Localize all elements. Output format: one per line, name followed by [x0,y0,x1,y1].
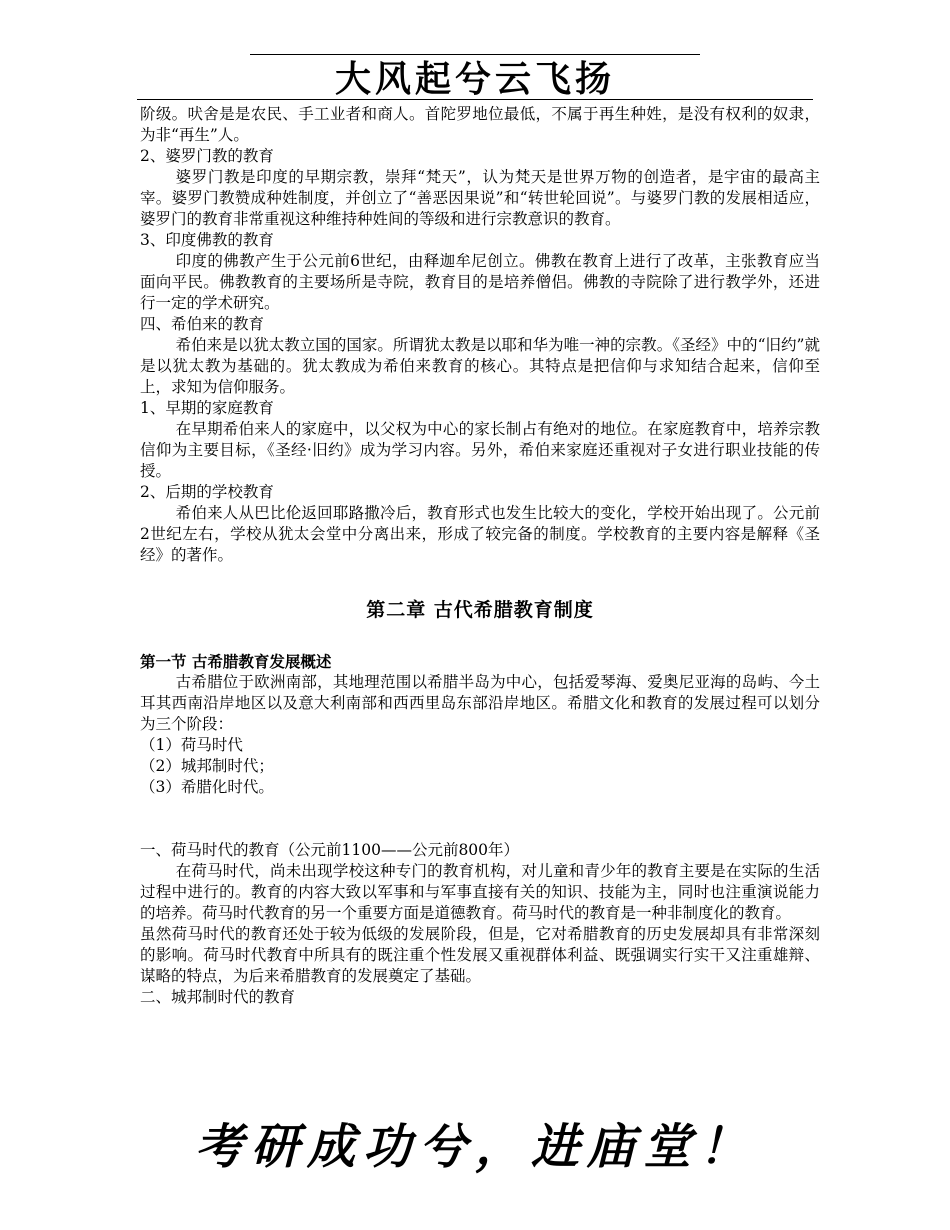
heading-family-education: 1、早期的家庭教育 [140,399,274,417]
paragraph-buddhism: 印度的佛教产生于公元前6世纪，由释迦牟尼创立。佛教在教育上进行了改革，主张教育应当面向平民。佛教教育的主要场所是寺院，教育目的是培养僧侣。佛教的寺院除了进行教学外，还进行一定的学术研究。 [140,252,820,312]
paragraph-greece-overview: 古希腊位于欧洲南部，其地理范围以希腊半岛为中心，包括爱琴海、爱奥尼亚海的岛屿、今土耳其西南沿岸地区以及意大利南部和西西里岛东部沿岸地区。希腊文化和教育的发展过程可以划分为三个阶段： [140,673,820,733]
paragraph-brahmanism: 婆罗门教是印度的早期宗教，崇拜“梵天”，认为梵天是世界万物的创造者，是宇宙的最高主宰。婆罗门教赞成种姓制度，并创立了“善恶因果说”和“转世轮回说”。与婆罗门教的发展相适应，婆罗门的教育非常重视这种维持种姓间的等级和进行宗教意识的教育。 [140,168,820,228]
chapter-title: 第二章 古代希腊教育制度 [366,599,594,621]
paragraph-hebrew: 希伯来是以犹太教立国的国家。所谓犹太教是以耶和华为唯一神的宗教。《圣经》中的“旧约”就是以犹太教为基础的。犹太教成为希伯来教育的核心。其特点是把信仰与求知结合起来，信仰至上，求知为信仰服务。 [140,336,820,396]
header-title: 大风起兮云飞扬 [334,58,615,100]
paragraph-caste: 阶级。吠舍是是农民、手工业者和商人。首陀罗地位最低，不属于再生种姓，是没有权利的奴隶，为非“再生”人。 [140,105,820,144]
document-body [140,104,820,1008]
heading-hebrew: 四、希伯来的教育 [140,315,265,333]
heading-brahmanism: 2、婆罗门教的教育 [140,147,274,165]
paragraph-school-education: 希伯来人从巴比伦返回耶路撒冷后，教育形式也发生比较大的变化，学校开始出现了。公元前2世纪左右，学校从犹太会堂中分离出来，形成了较完备的制度。学校教育的主要内容是解释《圣经》的著作。 [140,504,820,564]
paragraph-homeric-education-2: 虽然荷马时代的教育还处于较为低级的发展阶段，但是，它对希腊教育的历史发展却具有非常深刻的影响。荷马时代教育中所具有的既注重个性发展又重视群体利益、既强调实行实干又注重雄辩、谋略的特点，为后来希腊教育的发展奠定了基础。 [140,925,820,985]
heading-buddhism: 3、印度佛教的教育 [140,231,274,249]
list-item-stage-2: （2）城邦制时代； [140,757,274,775]
list-item-stage-3: （3）希腊化时代。 [140,778,274,796]
heading-homeric-education: 一、荷马时代的教育（公元前1100——公元前800年） [140,841,520,859]
list-item-stage-1: （1）荷马时代 [140,736,243,754]
heading-city-state-education: 二、城邦制时代的教育 [140,988,296,1006]
page-header [250,54,700,101]
footer-slogan: 考研成功兮，进庙堂！ [194,1119,755,1175]
heading-school-education: 2、后期的学校教育 [140,483,274,501]
paragraph-homeric-education-1: 在荷马时代，尚未出现学校这种专门的教育机构，对儿童和青少年的教育主要是在实际的生活过程中进行的。教育的内容大致以军事和与军事直接有关的知识、技能为主，同时也注重演说能力的培养。荷马时代教育的另一个重要方面是道德教育。荷马时代的教育是一种非制度化的教育。 [140,862,820,922]
spacer [140,798,820,840]
paragraph-family-education: 在早期希伯来人的家庭中，以父权为中心的家长制占有绝对的地位。在家庭教育中，培养宗教信仰为主要目标，《圣经·旧约》成为学习内容。另外，希伯来家庭还重视对子女进行职业技能的传授。 [140,420,820,480]
header-divider [137,99,813,100]
section-title: 第一节 古希腊教育发展概述 [140,652,332,671]
